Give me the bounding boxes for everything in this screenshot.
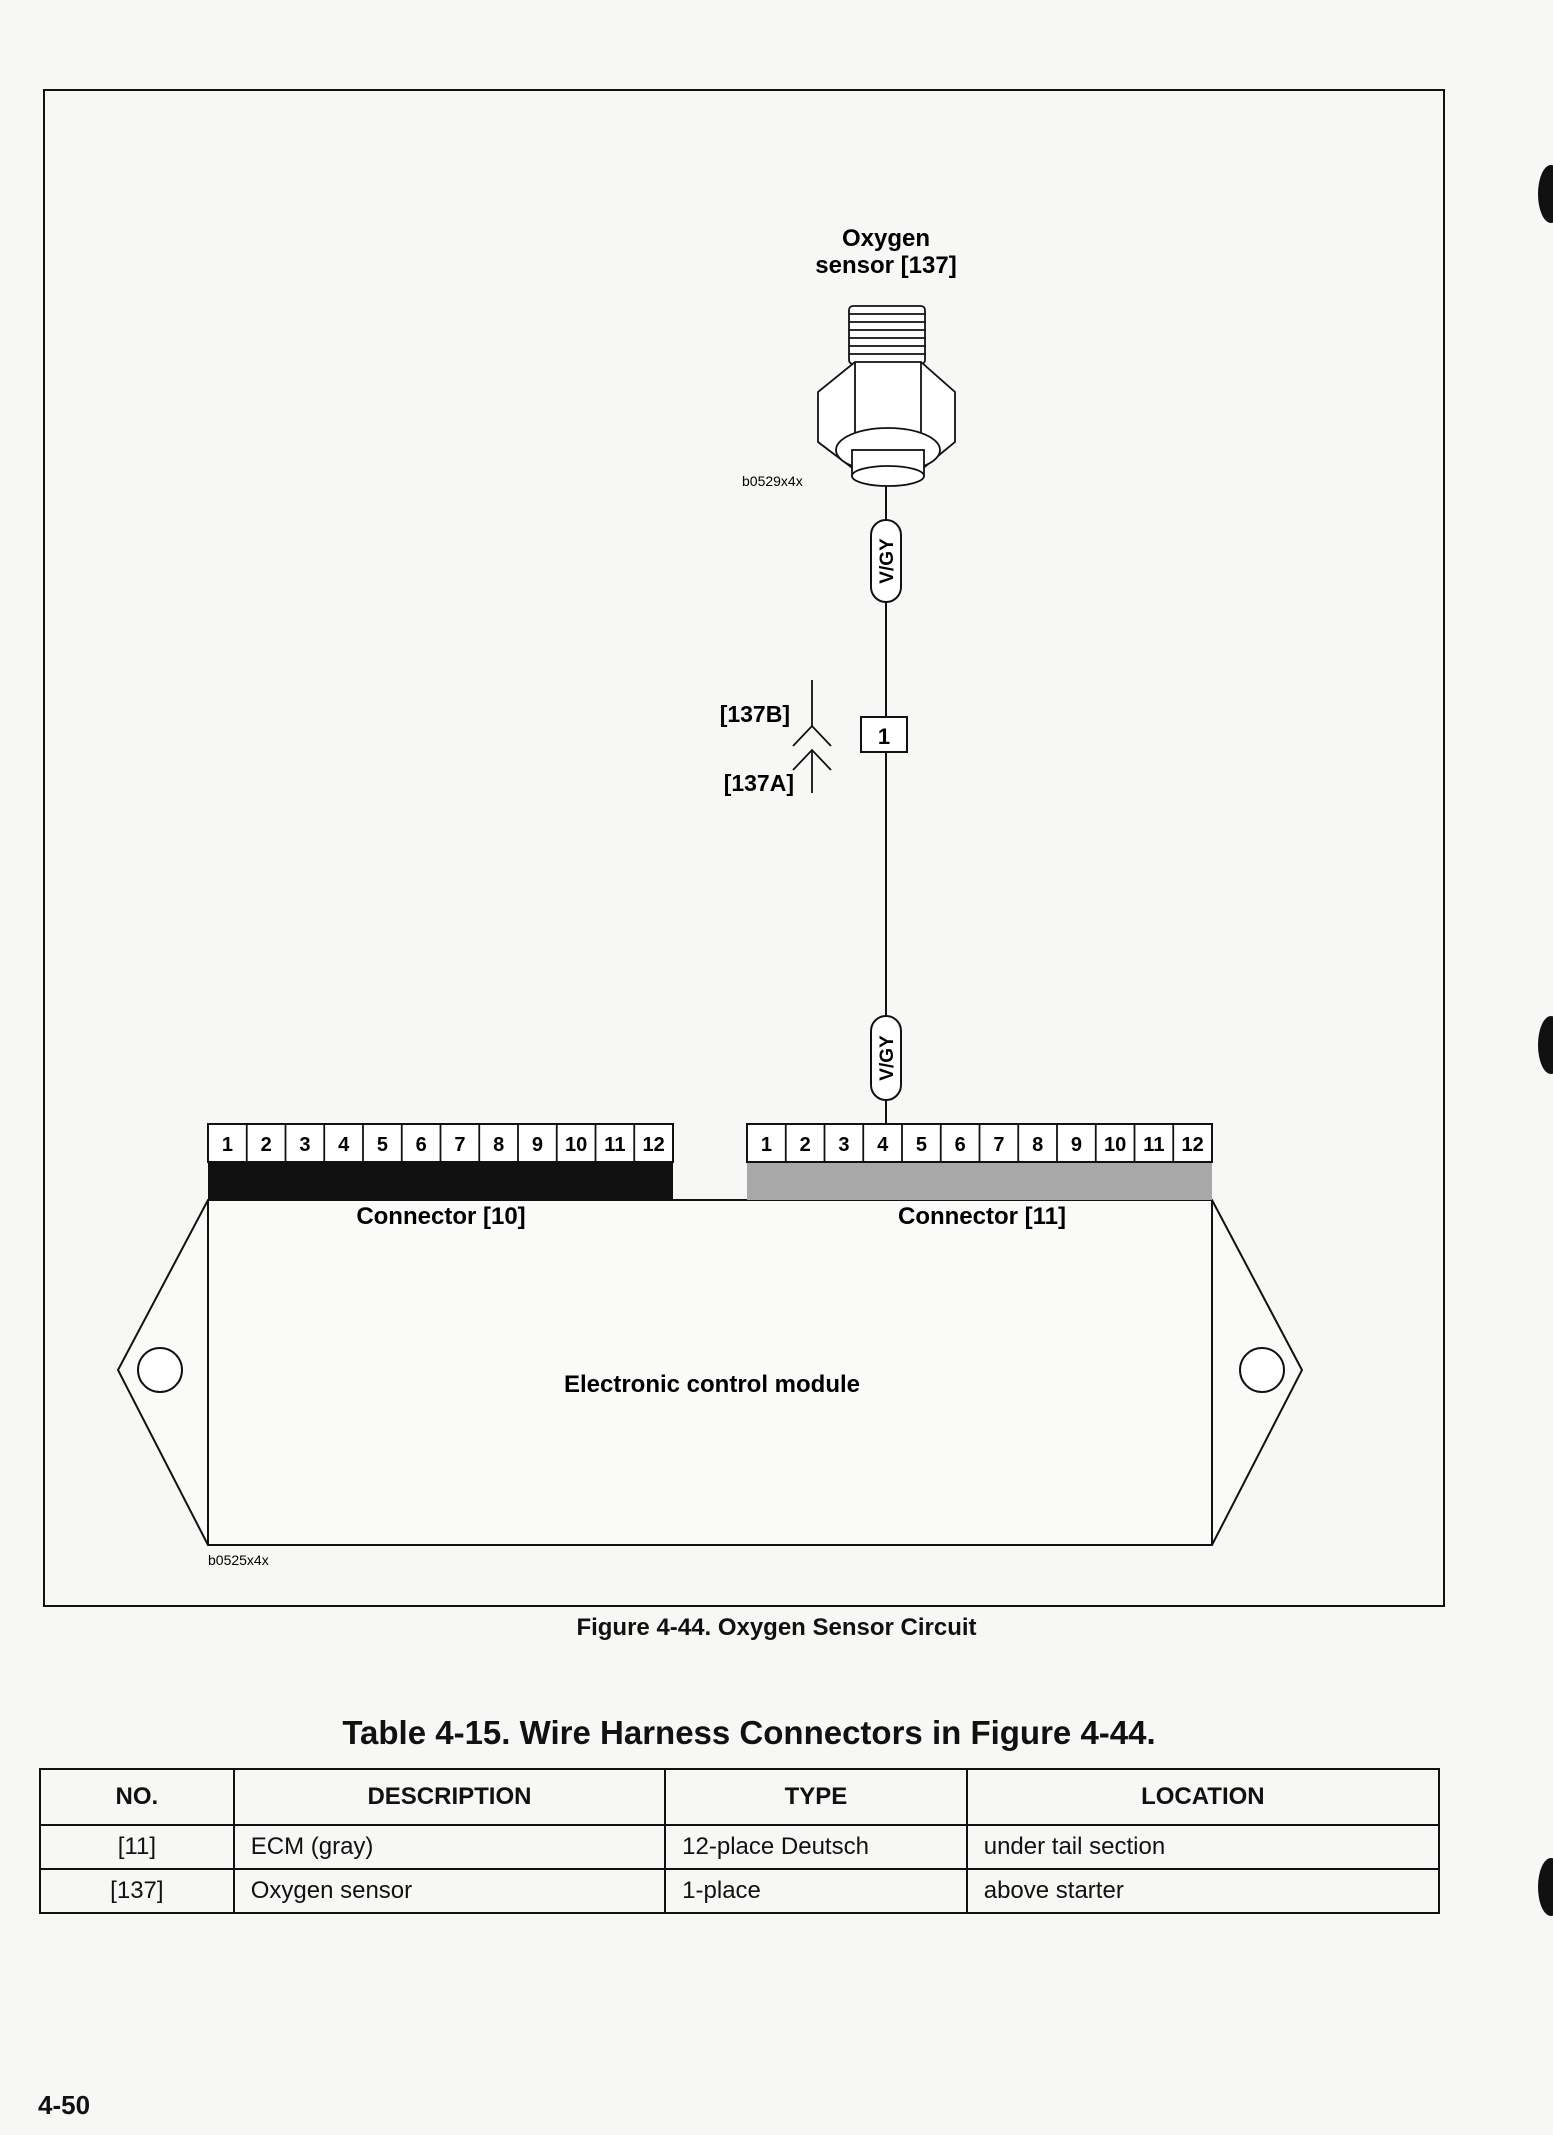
connector-11-label: Connector [11] [897,1203,1067,1230]
cell-location: above starter [967,1869,1439,1913]
ecm-code: b0525x4x [208,1552,269,1568]
connector-137b-label: [137B] [719,701,790,727]
connector-137-symbol [793,680,831,793]
connector-pin-label: 8 [1032,1134,1044,1156]
connector-pin-label: 7 [454,1134,466,1156]
connector-pin-label: 2 [260,1134,272,1156]
mounting-hole-left [138,1348,182,1392]
binding-mark-bottom [1538,1858,1553,1916]
wire-color-tag-lower [871,1016,901,1100]
connector-pin-label: 10 [565,1134,588,1156]
connector-pin-label: 12 [642,1134,665,1156]
cell-no: [11] [40,1825,234,1869]
connector-pin-label: 11 [1143,1134,1165,1156]
connector-10-body [208,1162,673,1200]
wire-color-text-lower: V/GY [877,1035,898,1081]
connector-pin-label: 4 [877,1134,889,1156]
pin-number: 1 [877,724,891,749]
sensor-label-line1: Oxygen [841,225,931,252]
cell-type: 12-place Deutsch [665,1825,967,1869]
table-row [40,1825,1439,1869]
page-number: 4-50 [38,2090,91,2120]
connector-pin-label: 7 [993,1134,1005,1156]
connector-pin-label: 8 [493,1134,505,1156]
connector-pin-label: 4 [338,1134,350,1156]
connector-pin-label: 6 [954,1134,966,1156]
connector-pin-label: 1 [221,1134,233,1156]
header-type: TYPE [665,1769,967,1825]
wire-color-text-upper: V/GY [877,538,898,584]
connector-pin-label: 3 [838,1134,850,1156]
table-title: Table 4-15. Wire Harness Connectors in Figure 4-44. [342,1714,1156,1751]
figure-caption: Figure 4-44. Oxygen Sensor Circuit [576,1614,977,1641]
header-location: LOCATION [967,1769,1439,1825]
wire-harness-table [39,1768,1440,1914]
ecm-label: Electronic control module [563,1371,861,1398]
table-header-row [40,1769,1439,1825]
connector-pin-label: 5 [915,1134,927,1156]
cell-no: [137] [40,1869,234,1913]
connector-pin-label: 9 [1070,1134,1082,1156]
connector-11-body [747,1162,1212,1200]
sensor-label-line2: sensor [137] [815,252,957,279]
connector-pin-label: 12 [1181,1134,1204,1156]
header-no: NO. [40,1769,234,1825]
connector-10-label: Connector [10] [356,1203,526,1230]
connector-pin-label: 3 [299,1134,311,1156]
connector-pin-label: 10 [1104,1134,1127,1156]
mounting-hole-right [1240,1348,1284,1392]
connector-pin-label: 11 [604,1134,626,1156]
sensor-code: b0529x4x [742,473,803,489]
connector-pin-label: 6 [415,1134,427,1156]
connector-137a-label: [137A] [723,770,794,796]
table-row [40,1869,1439,1913]
oxygen-sensor-icon [818,306,955,486]
connector-pin-label: 5 [376,1134,388,1156]
cell-description: Oxygen sensor [234,1869,665,1913]
connector-pin-label: 9 [531,1134,543,1156]
cell-type: 1-place [665,1869,967,1913]
wire-color-tag-upper [871,520,901,602]
cell-description: ECM (gray) [234,1825,665,1869]
connector-pin-label: 1 [760,1134,772,1156]
cell-location: under tail section [967,1825,1439,1869]
connector-pin-label: 2 [799,1134,811,1156]
header-description: DESCRIPTION [234,1769,665,1825]
